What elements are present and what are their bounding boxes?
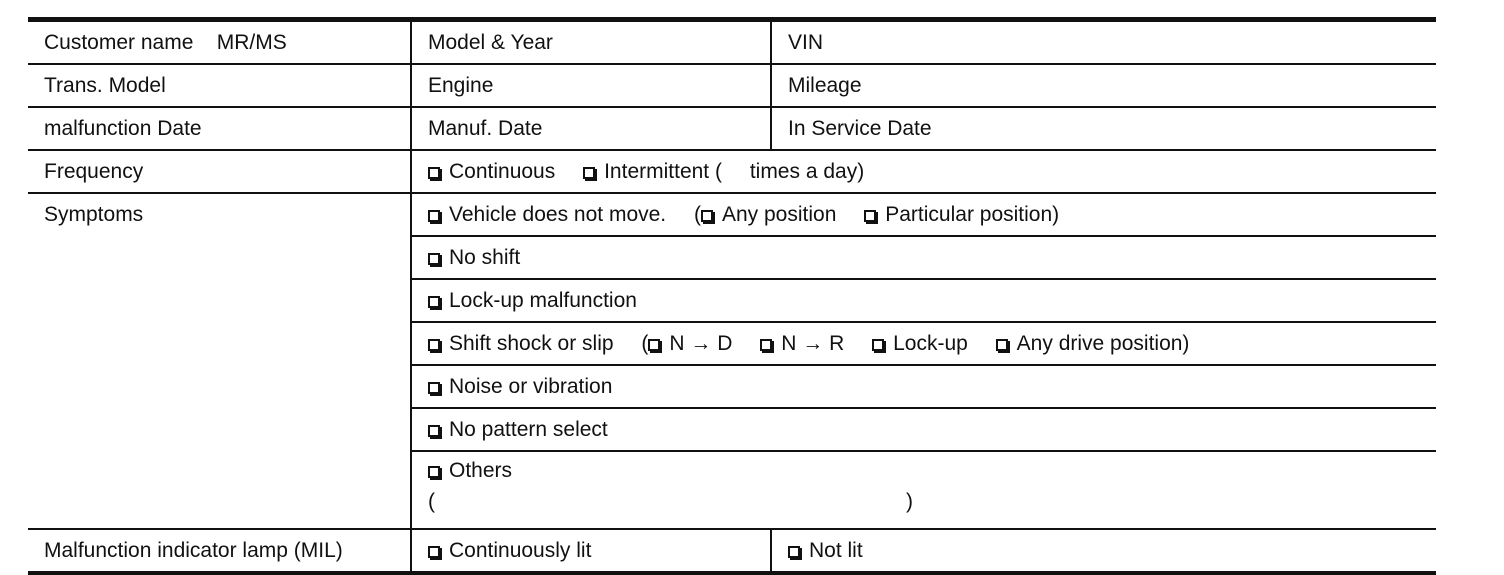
mil-label-cell	[28, 529, 411, 573]
row-customer	[28, 20, 1436, 65]
any-drive-position-checkbox[interactable]	[996, 339, 1008, 351]
symptoms-label-cell	[28, 193, 411, 529]
diagnostic-worksheet-table	[28, 17, 1436, 575]
mileage-cell[interactable]	[771, 64, 1436, 107]
mil-label: Malfunction indicator lamp (MIL)	[44, 539, 343, 562]
shift-shock-label: Shift shock or slip	[449, 332, 614, 355]
vin-label: VIN	[788, 31, 824, 54]
noise-vibration-label: Noise or vibration	[449, 375, 613, 398]
n-to-r-checkbox[interactable]	[760, 339, 772, 351]
not-lit-checkbox[interactable]	[788, 546, 800, 558]
n-to-d-label: N → D	[669, 332, 733, 355]
engine-cell[interactable]	[411, 64, 771, 107]
no-shift-checkbox[interactable]	[428, 253, 440, 265]
trans-model-cell[interactable]	[28, 64, 411, 107]
others-label: Others	[449, 459, 513, 482]
any-position-checkbox[interactable]	[701, 210, 713, 222]
row-dates	[28, 107, 1436, 150]
no-pattern-select-label: No pattern select	[449, 418, 608, 441]
particular-position-checkbox[interactable]	[864, 210, 876, 222]
noise-vibration-cell	[411, 365, 1436, 408]
row-symptom-vehicle	[28, 193, 1436, 236]
no-pattern-select-cell	[411, 408, 1436, 451]
others-cell	[411, 451, 1436, 529]
n-to-r-label: N → R	[781, 332, 845, 355]
row-mil	[28, 529, 1436, 573]
continuously-lit-checkbox[interactable]	[428, 546, 440, 558]
intermittent-label: Intermittent (	[604, 160, 722, 183]
lockup-malfunction-checkbox[interactable]	[428, 296, 440, 308]
row-frequency	[28, 150, 1436, 193]
lockup-label: Lock-up	[893, 332, 968, 355]
engine-label: Engine	[428, 74, 494, 97]
lockup-malfunction-label: Lock-up malfunction	[449, 289, 637, 312]
row-trans-model	[28, 64, 1436, 107]
continuous-label: Continuous	[449, 160, 556, 183]
customer-name-cell[interactable]	[28, 20, 411, 65]
symptoms-label: Symptoms	[44, 203, 144, 226]
times-a-day-label: times a day)	[749, 160, 865, 183]
manuf-date-label: Manuf. Date	[428, 117, 543, 140]
model-year-label: Model & Year	[428, 31, 553, 54]
malfunction-date-label: malfunction Date	[44, 117, 202, 140]
malfunction-date-cell[interactable]	[28, 107, 411, 150]
continuously-lit-cell	[411, 529, 771, 573]
vin-cell[interactable]	[771, 20, 1436, 65]
not-lit-label: Not lit	[809, 539, 863, 562]
model-year-cell[interactable]	[411, 20, 771, 65]
frequency-options-cell	[411, 150, 1436, 193]
not-lit-cell	[771, 529, 1436, 573]
vehicle-not-move-checkbox[interactable]	[428, 210, 440, 222]
customer-title-label: MR/MS	[216, 31, 287, 54]
shift-shock-cell	[411, 322, 1436, 365]
in-service-date-label: In Service Date	[788, 117, 932, 140]
intermittent-checkbox[interactable]	[583, 167, 595, 179]
shift-shock-open-paren: (	[641, 332, 649, 355]
frequency-label: Frequency	[44, 160, 144, 183]
vehicle-not-move-cell	[411, 193, 1436, 236]
vehicle-open-paren: (	[693, 203, 701, 226]
shift-shock-checkbox[interactable]	[428, 339, 440, 351]
no-pattern-select-checkbox[interactable]	[428, 425, 440, 437]
lockup-checkbox[interactable]	[872, 339, 884, 351]
mileage-label: Mileage	[788, 74, 862, 97]
continuously-lit-label: Continuously lit	[449, 539, 592, 562]
any-position-label: Any position	[721, 203, 837, 226]
customer-name-label: Customer name	[44, 31, 194, 54]
no-shift-label: No shift	[449, 246, 521, 269]
in-service-date-cell[interactable]	[771, 107, 1436, 150]
any-drive-position-label: Any drive position)	[1016, 332, 1190, 355]
no-shift-cell	[411, 236, 1436, 279]
others-checkbox[interactable]	[428, 466, 440, 478]
manuf-date-cell[interactable]	[411, 107, 771, 150]
particular-position-label: Particular position)	[885, 203, 1060, 226]
frequency-label-cell	[28, 150, 411, 193]
others-open-paren: (	[428, 490, 435, 513]
vehicle-not-move-label: Vehicle does not move.	[449, 203, 667, 226]
n-to-d-checkbox[interactable]	[648, 339, 660, 351]
noise-vibration-checkbox[interactable]	[428, 382, 440, 394]
continuous-checkbox[interactable]	[428, 167, 440, 179]
trans-model-label: Trans. Model	[44, 74, 166, 97]
lockup-malfunction-cell	[411, 279, 1436, 322]
others-close-paren: )	[906, 490, 913, 513]
others-detail-field[interactable]	[428, 491, 1420, 513]
